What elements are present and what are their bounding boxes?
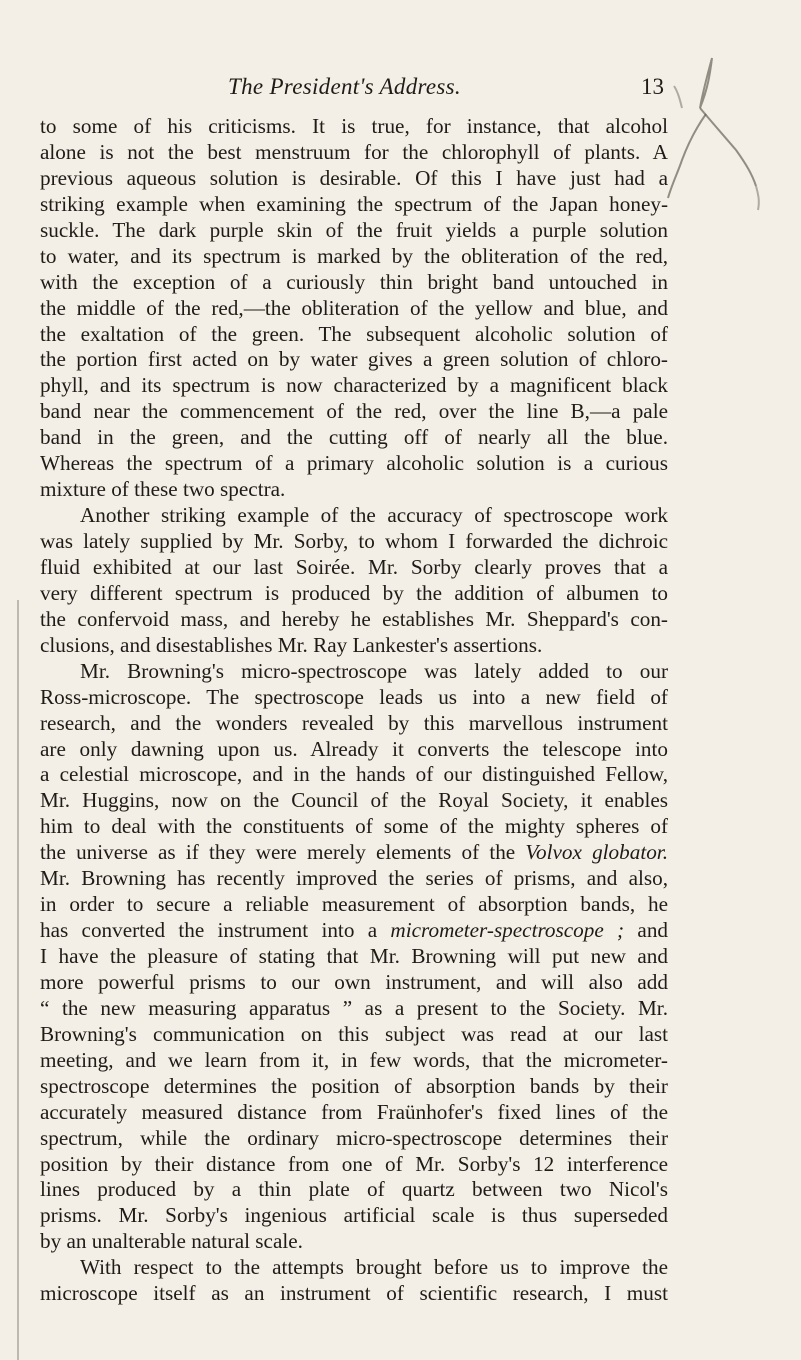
text-line-27: Mr. Huggins, now on the Council of the Royal Society, it enables xyxy=(40,788,668,813)
text-line-1: to some of his criticisms. It is true, for instance, that alcohol xyxy=(40,114,668,138)
text-line-6: to water, and its spectrum is marked by the obliteration of the red, xyxy=(40,243,668,268)
text-line-43: prisms. Mr. Sorby's ingenious artificial scale is thus superseded xyxy=(40,1203,668,1228)
left-margin-rule xyxy=(17,600,19,1360)
text-line-32 xyxy=(40,918,668,944)
text-line-38: spectroscope determines the position of absorption bands by their xyxy=(40,1073,668,1098)
page-number: 13 xyxy=(641,74,664,99)
text-line-7: with the exception of a curiously thin bright band untouched in xyxy=(40,269,668,294)
text-line-20: the confervoid mass, and hereby he establishes Mr. Sheppard's con- xyxy=(40,606,668,631)
text-line-17: was lately supplied by Mr. Sorby, to whom I forwarded the dichroic xyxy=(40,529,668,553)
text-line-26: a celestial microscope, and in the hands of our distinguished Fellow, xyxy=(40,762,668,787)
volvox-italic: Volvox globator. xyxy=(525,840,668,865)
text-line-4: striking example when examining the spectrum of the Japan honey- xyxy=(40,191,668,216)
text-line-8: the middle of the red,—the obliteration of the yellow and blue, and xyxy=(40,295,668,320)
text-line-35: “ the new measuring apparatus ” as a present to the Society. Mr. xyxy=(40,995,668,1020)
body-text xyxy=(40,114,668,1307)
text-line-29 xyxy=(40,840,668,866)
text-line-29-main: the universe as if they were merely elements of the xyxy=(40,840,516,865)
text-line-25: are only dawning upon us. Already it converts the telescope into xyxy=(40,736,668,761)
text-line-31: in order to secure a reliable measurement of absorption bands, he xyxy=(40,892,668,917)
text-line-30: Mr. Browning has recently improved the series of prisms, and also, xyxy=(40,866,668,891)
text-line-40: spectrum, while the ordinary micro-spectroscope determines their xyxy=(40,1125,668,1150)
pencil-margin-mark-icon xyxy=(660,50,800,270)
text-line-33: I have the pleasure of stating that Mr. Browning will put new and xyxy=(40,944,668,968)
text-line-24: research, and the wonders revealed by this marvellous instrument xyxy=(40,710,668,735)
text-line-23: Ross-microscope. The spectroscope leads us into a new field of xyxy=(40,684,668,709)
text-line-18: fluid exhibited at our last Soirée. Mr. Sorby clearly proves that a xyxy=(40,554,668,579)
text-line-10: the portion first acted on by water gives a green solution of chloro- xyxy=(40,347,668,372)
text-line-13: band in the green, and the cutting off of nearly all the blue. xyxy=(40,425,668,450)
micrometer-tail: and xyxy=(624,918,668,943)
text-line-14: Whereas the spectrum of a primary alcoholic solution is a curious xyxy=(40,451,668,476)
text-line-12: band near the commencement of the red, over the line B,—a pale xyxy=(40,399,668,424)
text-line-16: Another striking example of the accuracy of spectroscope work xyxy=(80,503,668,528)
text-line-41: position by their distance from one of Mr. Sorby's 12 interference xyxy=(40,1151,668,1176)
text-line-37: meeting, and we learn from it, in few words, that the micrometer- xyxy=(40,1047,668,1072)
text-line-28: him to deal with the constituents of some of the mighty spheres of xyxy=(40,814,668,839)
text-line-45: With respect to the attempts brought before us to improve the xyxy=(80,1255,668,1280)
text-line-5: suckle. The dark purple skin of the fruit yields a purple solution xyxy=(40,217,668,242)
text-line-9: the exaltation of the green. The subsequent alcoholic solution of xyxy=(40,321,668,346)
text-line-19: very different spectrum is produced by the addition of albumen to xyxy=(40,580,668,605)
text-line-2: alone is not the best menstruum for the chlorophyll of plants. A xyxy=(40,139,668,164)
text-line-42: lines produced by a thin plate of quartz between two Nicol's xyxy=(40,1177,668,1202)
text-line-3: previous aqueous solution is desirable. Of this I have just had a xyxy=(40,165,668,190)
text-line-22: Mr. Browning's micro-spectroscope was lately added to our xyxy=(80,658,668,683)
text-line-11: phyll, and its spectrum is now characterized by a magnificent black xyxy=(40,373,668,398)
text-line-36: Browning's communication on this subject was read at our last xyxy=(40,1021,668,1046)
text-line-39: accurately measured distance from Fraünhofer's fixed lines of the xyxy=(40,1099,668,1124)
text-line-15: mixture of these two spectra. xyxy=(40,477,286,502)
text-line-44: by an unalterable natural scale. xyxy=(40,1229,303,1254)
text-line-32-main: has converted the instrument into a xyxy=(40,918,378,943)
text-line-46: microscope itself as an instrument of scientific research, I must xyxy=(40,1281,668,1306)
micrometer-italic: micrometer-spectroscope ; xyxy=(390,918,625,943)
text-line-21: clusions, and disestablishes Mr. Ray Lankester's assertions. xyxy=(40,632,543,657)
running-title: The President's Address. xyxy=(228,74,461,99)
text-line-34: more powerful prisms to our own instrument, and will also add xyxy=(40,969,668,994)
